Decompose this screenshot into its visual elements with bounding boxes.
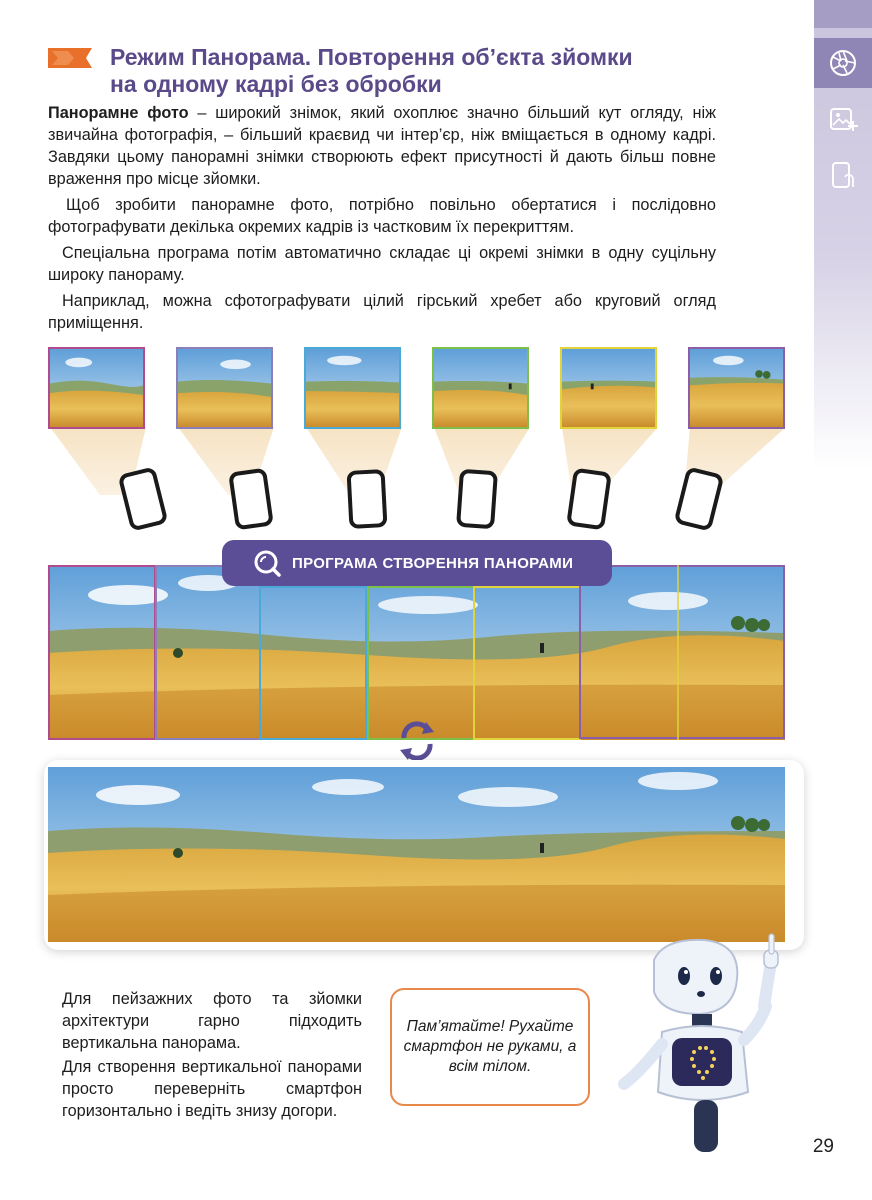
page-heading bbox=[110, 44, 810, 98]
stitched-frames-panorama bbox=[48, 565, 785, 740]
heading-line-1: Режим Панорама. Повторення об’єкта зйомки bbox=[110, 44, 633, 70]
sidebar-top-band bbox=[814, 0, 872, 28]
definition-text: – широкий знімок, який охоплює значно більший кут огляду, ніж звичайна фотографія, – більший краєвид чи інтер’єр, ніж вміщається в одному кадрі. Завдяки цьому панорамні знімки створюють ефект присутності й дають більш повне враження про місце зйомки. bbox=[48, 104, 716, 188]
paragraph-vertical-panorama: Для пейзажних фото та зйомки архітектури гарно підходить вертикальна панорама. bbox=[62, 990, 362, 1052]
phone-touch-icon bbox=[814, 150, 872, 200]
stitched-landscape bbox=[48, 565, 785, 740]
chapter-sidebar bbox=[814, 0, 872, 470]
paragraph-vertical-howto: Для створення вертикальної панорами просто переверніть смартфон горизонтально і ведіть знизу догори. bbox=[62, 1058, 362, 1120]
landscape-thumb-1 bbox=[50, 349, 143, 428]
landscape-thumb-3 bbox=[306, 349, 399, 428]
smartphone-icon bbox=[338, 468, 396, 530]
reminder-text: Пам’ятайте! Рухайте смартфон не руками, а всім тілом. bbox=[403, 1018, 577, 1075]
page-number: 29 bbox=[812, 1136, 834, 1157]
final-landscape bbox=[48, 767, 785, 942]
banner-label: ПРОГРАМА СТВОРЕННЯ ПАНОРАМИ bbox=[292, 554, 574, 572]
paragraph-example: Наприклад, можна сфотографувати цілий гірський хребет або круговий огляд приміщення. bbox=[48, 292, 716, 332]
smartphone-icon bbox=[670, 468, 728, 530]
panorama-program-banner bbox=[222, 540, 612, 586]
reminder-speech-bubble bbox=[390, 988, 590, 1106]
robot-mascot-icon bbox=[604, 932, 804, 1154]
smartphone-icon bbox=[448, 468, 506, 530]
frame-6 bbox=[688, 347, 785, 429]
frame-4 bbox=[432, 347, 529, 429]
smartphone-icon bbox=[114, 468, 172, 530]
frame-1 bbox=[48, 347, 145, 429]
landscape-thumb-6 bbox=[690, 349, 783, 428]
frame-2 bbox=[176, 347, 273, 429]
heading-line-2: на одному кадрі без обробки bbox=[110, 71, 442, 97]
landscape-thumb-4 bbox=[434, 349, 527, 428]
image-add-icon bbox=[814, 94, 872, 144]
term-panoramic-photo: Панорамне фото bbox=[48, 104, 189, 122]
smartphone-icon bbox=[222, 468, 280, 530]
magnifier-icon bbox=[252, 548, 282, 578]
frame-3 bbox=[304, 347, 401, 429]
frame-5 bbox=[560, 347, 657, 429]
smartphone-icon bbox=[560, 468, 618, 530]
paragraph-program: Спеціальна програма потім автоматично складає ці окремі знімки в одну суцільну широку панораму. bbox=[48, 244, 716, 284]
paragraph-how-to: Щоб зробити панорамне фото, потрібно повільно обертатися і послідовно фотографувати декілька окремих кадрів із частковим їх перекриттям. bbox=[48, 196, 716, 236]
final-panorama bbox=[48, 767, 785, 942]
heading-flag-icon bbox=[48, 48, 92, 68]
paragraph-definition bbox=[48, 102, 716, 190]
landscape-thumb-5 bbox=[562, 349, 655, 428]
landscape-thumb-2 bbox=[178, 349, 271, 428]
camera-aperture-icon bbox=[814, 38, 872, 88]
